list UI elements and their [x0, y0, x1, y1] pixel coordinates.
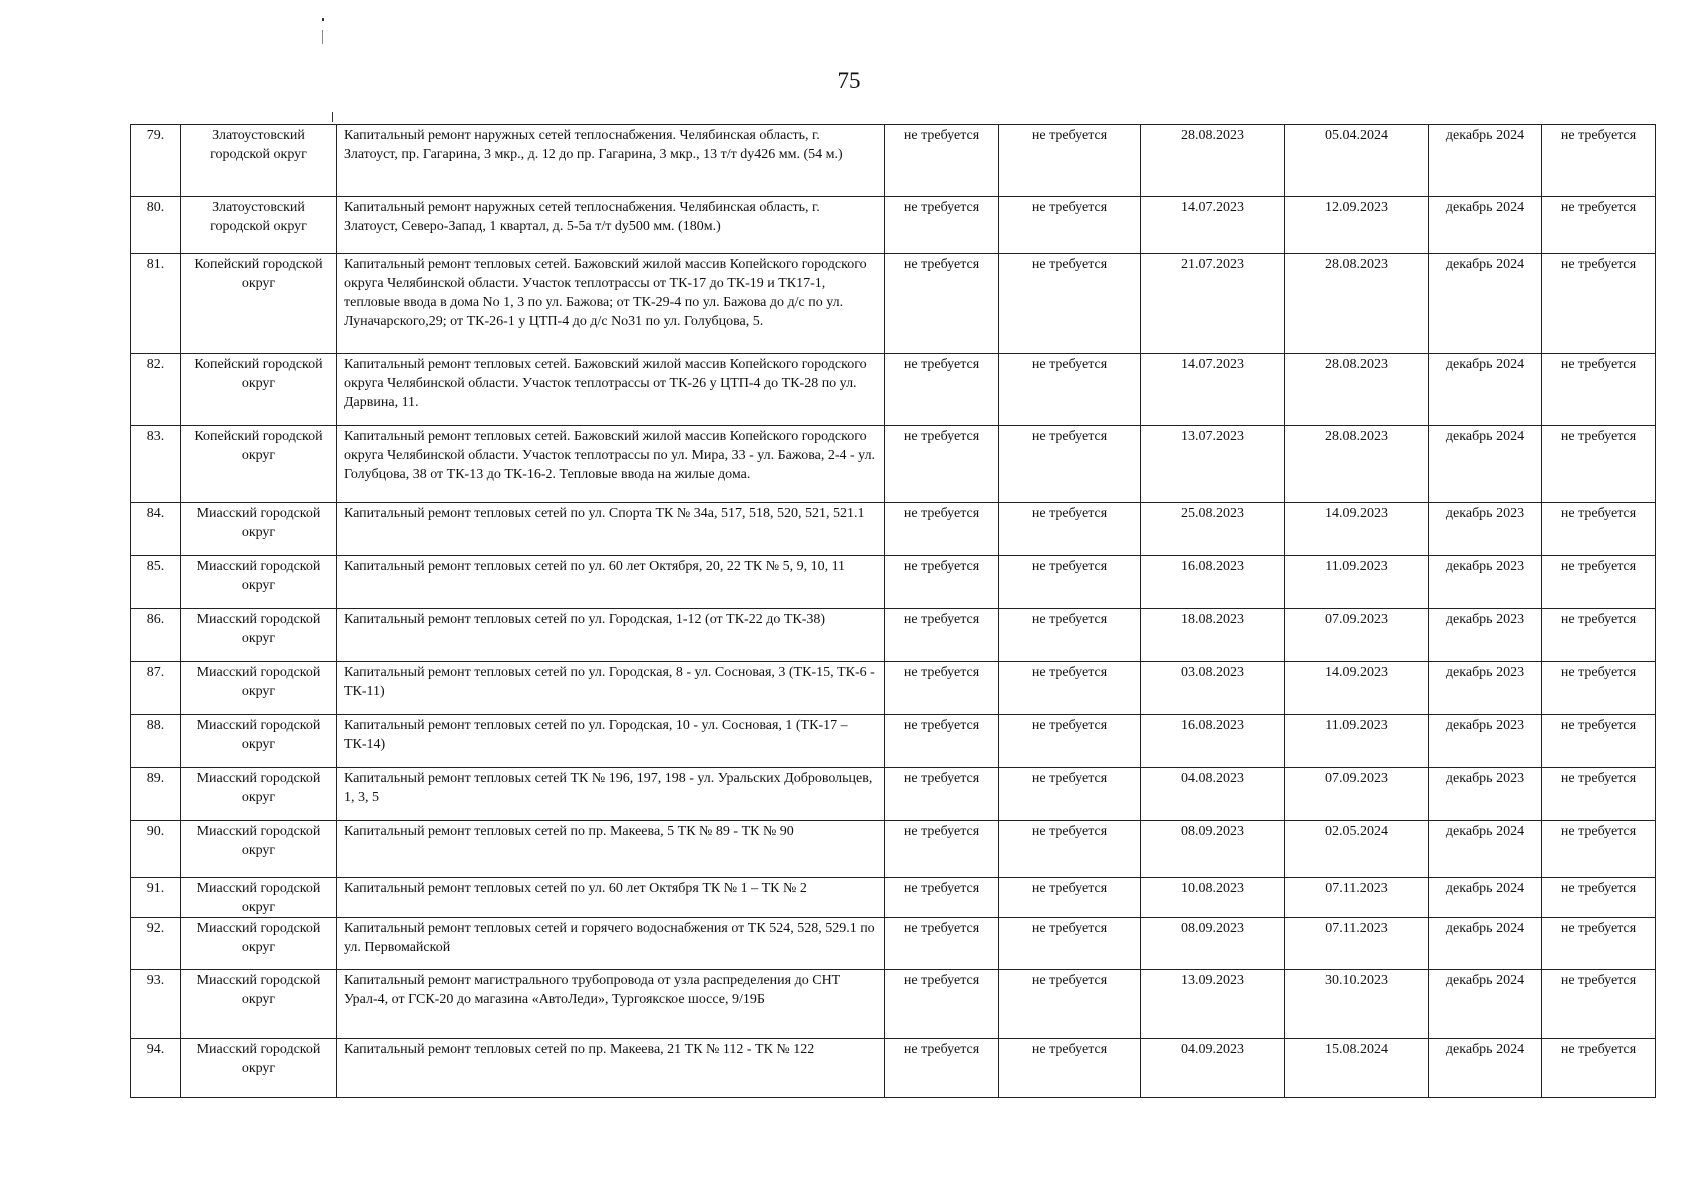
requirement-cell: не требуется — [999, 125, 1141, 197]
table-row — [131, 821, 1656, 878]
requirement-cell: не требуется — [1542, 354, 1656, 426]
requirement-cell: не требуется — [885, 715, 999, 768]
requirement-cell: не требуется — [1542, 125, 1656, 197]
requirement-cell: не требуется — [885, 878, 999, 918]
municipality-cell: Миасский городской округ — [181, 768, 337, 821]
requirement-cell: не требуется — [999, 1039, 1141, 1098]
work-description-cell: Капитальный ремонт тепловых сетей по ул. Спорта ТК № 34а, 517, 518, 520, 521, 521.1 — [337, 503, 885, 556]
municipality-cell: Златоустовский городской округ — [181, 125, 337, 197]
date-start-cell: 25.08.2023 — [1141, 503, 1285, 556]
municipality-cell: Миасский городской округ — [181, 821, 337, 878]
work-description-cell: Капитальный ремонт тепловых сетей по ул. 60 лет Октября, 20, 22 ТК № 5, 9, 10, 11 — [337, 556, 885, 609]
row-number: 90. — [131, 821, 181, 878]
date-start-cell: 04.08.2023 — [1141, 768, 1285, 821]
requirement-cell: не требуется — [1542, 715, 1656, 768]
work-description-cell: Капитальный ремонт тепловых сетей по ул. Городская, 8 - ул. Сосновая, 3 (ТК-15, ТК-6 - ТК-11) — [337, 662, 885, 715]
scan-speck — [322, 30, 323, 44]
municipality-cell: Миасский городской округ — [181, 918, 337, 970]
requirement-cell: не требуется — [885, 426, 999, 503]
requirement-cell: не требуется — [1542, 878, 1656, 918]
municipality-cell: Миасский городской округ — [181, 609, 337, 662]
scan-speck — [332, 112, 333, 122]
requirement-cell: не требуется — [999, 768, 1141, 821]
table-row — [131, 878, 1656, 918]
requirement-cell: не требуется — [999, 715, 1141, 768]
row-number: 89. — [131, 768, 181, 821]
work-description-cell: Капитальный ремонт наружных сетей теплоснабжения. Челябинская область, г. Златоуст, Северо-Запад, 1 квартал, д. 5-5а т/т dy500 мм. (180м.) — [337, 197, 885, 254]
work-description-cell: Капитальный ремонт тепловых сетей и горячего водоснабжения от ТК 524, 528, 529.1 по ул. Первомайской — [337, 918, 885, 970]
date-end-cell: 05.04.2024 — [1285, 125, 1429, 197]
completion-term-cell: декабрь 2024 — [1429, 1039, 1542, 1098]
completion-term-cell: декабрь 2023 — [1429, 715, 1542, 768]
requirement-cell: не требуется — [1542, 768, 1656, 821]
requirement-cell: не требуется — [1542, 1039, 1656, 1098]
requirement-cell: не требуется — [885, 970, 999, 1039]
requirement-cell: не требуется — [1542, 609, 1656, 662]
table-row — [131, 918, 1656, 970]
requirement-cell: не требуется — [885, 556, 999, 609]
requirement-cell: не требуется — [885, 503, 999, 556]
municipality-cell: Миасский городской округ — [181, 503, 337, 556]
row-number: 91. — [131, 878, 181, 918]
work-description-cell: Капитальный ремонт тепловых сетей. Бажовский жилой массив Копейского городского округа Челябинской области. Участок теплотрассы по ул. Мира, 33 - ул. Бажова, 2-4 - ул. Голубцова, 38 от ТК-13 до ТК-16-2. Тепловые ввода на жилые дома. — [337, 426, 885, 503]
page-number: 75 — [837, 68, 861, 93]
date-end-cell: 30.10.2023 — [1285, 970, 1429, 1039]
requirement-cell: не требуется — [999, 354, 1141, 426]
municipality-cell: Златоустовский городской округ — [181, 197, 337, 254]
completion-term-cell: декабрь 2024 — [1429, 254, 1542, 354]
row-number: 80. — [131, 197, 181, 254]
date-start-cell: 04.09.2023 — [1141, 1039, 1285, 1098]
completion-term-cell: декабрь 2024 — [1429, 821, 1542, 878]
completion-term-cell: декабрь 2023 — [1429, 503, 1542, 556]
table-row — [131, 197, 1656, 254]
municipality-cell: Копейский городской округ — [181, 354, 337, 426]
requirement-cell: не требуется — [1542, 197, 1656, 254]
requirement-cell: не требуется — [885, 125, 999, 197]
requirement-cell: не требуется — [885, 821, 999, 878]
requirement-cell: не требуется — [999, 970, 1141, 1039]
requirement-cell: не требуется — [999, 609, 1141, 662]
requirement-cell: не требуется — [999, 878, 1141, 918]
requirement-cell: не требуется — [885, 609, 999, 662]
works-table — [130, 124, 1656, 1098]
row-number: 94. — [131, 1039, 181, 1098]
date-start-cell: 13.09.2023 — [1141, 970, 1285, 1039]
requirement-cell: не требуется — [1542, 503, 1656, 556]
date-start-cell: 13.07.2023 — [1141, 426, 1285, 503]
row-number: 87. — [131, 662, 181, 715]
date-start-cell: 03.08.2023 — [1141, 662, 1285, 715]
requirement-cell: не требуется — [885, 197, 999, 254]
date-start-cell: 18.08.2023 — [1141, 609, 1285, 662]
date-end-cell: 12.09.2023 — [1285, 197, 1429, 254]
work-description-cell: Капитальный ремонт магистрального трубопровода от узла распределения до СНТ Урал-4, от ГСК-20 до магазина «АвтоЛеди», Тургоякское шоссе, 9/19Б — [337, 970, 885, 1039]
work-description-cell: Капитальный ремонт наружных сетей теплоснабжения. Челябинская область, г. Златоуст, пр. Гагарина, 3 мкр., д. 12 до пр. Гагарина, 3 мкр., 13 т/т dy426 мм. (54 м.) — [337, 125, 885, 197]
date-end-cell: 07.11.2023 — [1285, 878, 1429, 918]
date-end-cell: 28.08.2023 — [1285, 254, 1429, 354]
completion-term-cell: декабрь 2024 — [1429, 354, 1542, 426]
work-description-cell: Капитальный ремонт тепловых сетей по пр. Макеева, 21 ТК № 112 - ТК № 122 — [337, 1039, 885, 1098]
table-row — [131, 254, 1656, 354]
municipality-cell: Миасский городской округ — [181, 662, 337, 715]
table-row — [131, 125, 1656, 197]
work-description-cell: Капитальный ремонт тепловых сетей. Бажовский жилой массив Копейского городского округа Челябинской области. Участок теплотрассы от ТК-17 до ТК-19 и ТК17-1, тепловые ввода в дома No 1, 3 по ул. Бажова; от ТК-29-4 по ул. Бажова до д/с по ул. Луначарского,29; от ТК-26-1 у ЦТП-4 до д/с No31 по ул. Голубцова, 5. — [337, 254, 885, 354]
completion-term-cell: декабрь 2024 — [1429, 878, 1542, 918]
date-end-cell: 14.09.2023 — [1285, 662, 1429, 715]
table-row — [131, 768, 1656, 821]
date-start-cell: 10.08.2023 — [1141, 878, 1285, 918]
row-number: 85. — [131, 556, 181, 609]
table-body — [131, 125, 1656, 1098]
municipality-cell: Миасский городской округ — [181, 556, 337, 609]
requirement-cell: не требуется — [885, 662, 999, 715]
row-number: 93. — [131, 970, 181, 1039]
table-row — [131, 354, 1656, 426]
date-end-cell: 02.05.2024 — [1285, 821, 1429, 878]
completion-term-cell: декабрь 2023 — [1429, 768, 1542, 821]
requirement-cell: не требуется — [885, 918, 999, 970]
date-start-cell: 14.07.2023 — [1141, 354, 1285, 426]
municipality-cell: Миасский городской округ — [181, 878, 337, 918]
date-end-cell: 11.09.2023 — [1285, 715, 1429, 768]
row-number: 82. — [131, 354, 181, 426]
date-end-cell: 07.11.2023 — [1285, 918, 1429, 970]
municipality-cell: Копейский городской округ — [181, 254, 337, 354]
date-end-cell: 28.08.2023 — [1285, 354, 1429, 426]
requirement-cell: не требуется — [999, 821, 1141, 878]
requirement-cell: не требуется — [999, 662, 1141, 715]
completion-term-cell: декабрь 2024 — [1429, 197, 1542, 254]
requirement-cell: не требуется — [1542, 918, 1656, 970]
requirement-cell: не требуется — [999, 918, 1141, 970]
row-number: 84. — [131, 503, 181, 556]
requirement-cell: не требуется — [999, 426, 1141, 503]
requirement-cell: не требуется — [999, 503, 1141, 556]
municipality-cell: Копейский городской округ — [181, 426, 337, 503]
date-end-cell: 11.09.2023 — [1285, 556, 1429, 609]
completion-term-cell: декабрь 2024 — [1429, 426, 1542, 503]
completion-term-cell: декабрь 2024 — [1429, 970, 1542, 1039]
requirement-cell: не требуется — [999, 556, 1141, 609]
row-number: 86. — [131, 609, 181, 662]
table-row — [131, 556, 1656, 609]
completion-term-cell: декабрь 2023 — [1429, 662, 1542, 715]
table-row — [131, 1039, 1656, 1098]
table-row — [131, 426, 1656, 503]
scan-speck — [322, 18, 324, 21]
row-number: 88. — [131, 715, 181, 768]
municipality-cell: Миасский городской округ — [181, 715, 337, 768]
work-description-cell: Капитальный ремонт тепловых сетей по ул. Городская, 1-12 (от ТК-22 до ТК-38) — [337, 609, 885, 662]
date-end-cell: 14.09.2023 — [1285, 503, 1429, 556]
requirement-cell: не требуется — [1542, 821, 1656, 878]
work-description-cell: Капитальный ремонт тепловых сетей ТК № 196, 197, 198 - ул. Уральских Добровольцев, 1, 3, 5 — [337, 768, 885, 821]
date-start-cell: 21.07.2023 — [1141, 254, 1285, 354]
date-start-cell: 16.08.2023 — [1141, 715, 1285, 768]
date-start-cell: 14.07.2023 — [1141, 197, 1285, 254]
requirement-cell: не требуется — [885, 254, 999, 354]
table-row — [131, 715, 1656, 768]
requirement-cell: не требуется — [1542, 426, 1656, 503]
requirement-cell: не требуется — [999, 197, 1141, 254]
requirement-cell: не требуется — [885, 354, 999, 426]
requirement-cell: не требуется — [999, 254, 1141, 354]
work-description-cell: Капитальный ремонт тепловых сетей по ул. Городская, 10 - ул. Сосновая, 1 (ТК-17 – ТК-14) — [337, 715, 885, 768]
table-row — [131, 662, 1656, 715]
requirement-cell: не требуется — [1542, 556, 1656, 609]
completion-term-cell: декабрь 2023 — [1429, 609, 1542, 662]
requirement-cell: не требуется — [1542, 662, 1656, 715]
table-row — [131, 970, 1656, 1039]
date-end-cell: 28.08.2023 — [1285, 426, 1429, 503]
completion-term-cell: декабрь 2024 — [1429, 918, 1542, 970]
requirement-cell: не требуется — [1542, 254, 1656, 354]
row-number: 81. — [131, 254, 181, 354]
date-start-cell: 28.08.2023 — [1141, 125, 1285, 197]
date-start-cell: 08.09.2023 — [1141, 918, 1285, 970]
work-description-cell: Капитальный ремонт тепловых сетей по ул. 60 лет Октября ТК № 1 – ТК № 2 — [337, 878, 885, 918]
date-end-cell: 07.09.2023 — [1285, 609, 1429, 662]
completion-term-cell: декабрь 2024 — [1429, 125, 1542, 197]
municipality-cell: Миасский городской округ — [181, 970, 337, 1039]
table-row — [131, 503, 1656, 556]
requirement-cell: не требуется — [885, 768, 999, 821]
row-number: 92. — [131, 918, 181, 970]
work-description-cell: Капитальный ремонт тепловых сетей. Бажовский жилой массив Копейского городского округа Челябинской области. Участок теплотрассы от ТК-26 у ЦТП-4 до ТК-28 по ул. Дарвина, 11. — [337, 354, 885, 426]
requirement-cell: не требуется — [885, 1039, 999, 1098]
date-start-cell: 16.08.2023 — [1141, 556, 1285, 609]
date-start-cell: 08.09.2023 — [1141, 821, 1285, 878]
row-number: 79. — [131, 125, 181, 197]
table-row — [131, 609, 1656, 662]
date-end-cell: 15.08.2024 — [1285, 1039, 1429, 1098]
municipality-cell: Миасский городской округ — [181, 1039, 337, 1098]
row-number: 83. — [131, 426, 181, 503]
completion-term-cell: декабрь 2023 — [1429, 556, 1542, 609]
work-description-cell: Капитальный ремонт тепловых сетей по пр. Макеева, 5 ТК № 89 - ТК № 90 — [337, 821, 885, 878]
requirement-cell: не требуется — [1542, 970, 1656, 1039]
date-end-cell: 07.09.2023 — [1285, 768, 1429, 821]
